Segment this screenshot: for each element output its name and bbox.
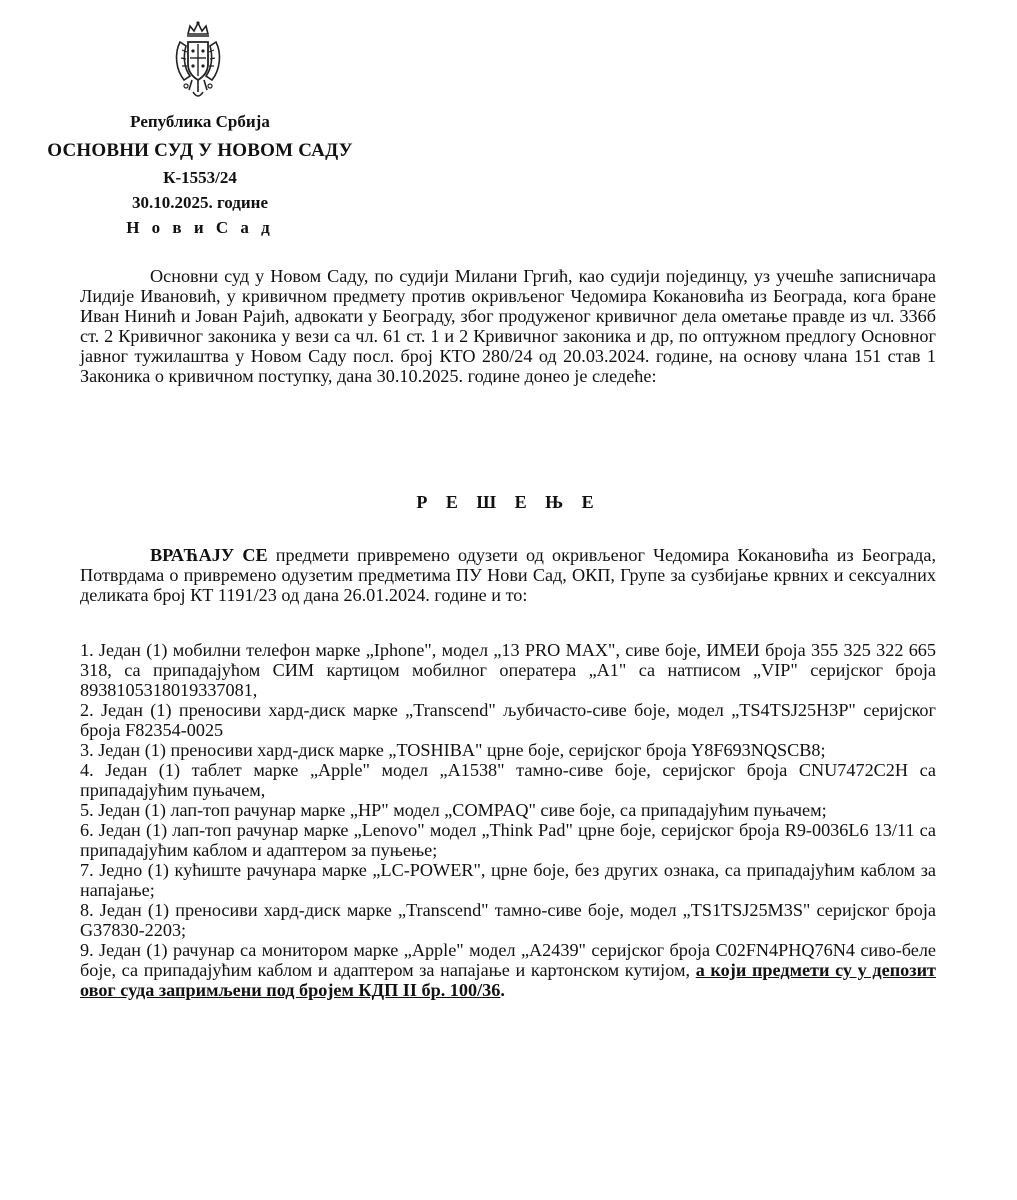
intro-paragraph: Основни суд у Новом Саду, по судији Милани Гргић, као судији појединцу, уз учешће записничара Лидије Ивановић, у кривичном предмету против окривљеног Чедомира Кокановића из Београда, кога бране Иван Нинић и Јован Рајић, адвокати у Београду, због продуженог кривичног дела ометање правде из чл. 336б ст. 2 Кривичног законика у вези са чл. 61 ст. 1 и 2 Кривичног законика и др, по оптужном предлогу Основног јавног тужилаштва у Новом Саду посл. број КТО 280/24 од 20.03.2024. године, на основу члана 151 став 1 Законика о кривичном поступку, дана 30.10.2025. године донео је следеће:: [80, 266, 936, 386]
list-item-last: [80, 940, 936, 1000]
decision-paragraph: [80, 545, 936, 605]
header-country: Република Србија: [130, 112, 270, 131]
deposit-note: а који предмети су у депозит овог суда запримљени под бројем КДП II бр. 100/36: [80, 960, 936, 1000]
decision-body: предмети привремено одузети од окривљеног Чедомира Кокановића из Београда, Потврдама о привремено одузетим предметима ПУ Нови Сад, ОКП, Групе за сузбијање крвних и сексуалних деликата број КТ 1191/23 од дана 26.01.2024. године и то:: [80, 545, 936, 605]
list-item: 4. Један (1) таблет марке „Apple" модел „A1538" тамно-сиве боје, серијског броја CNU7472C2H са припадајућим пуњачем,: [80, 760, 936, 800]
list-item: 6. Један (1) лап-топ рачунар марке „Lenovo" модел „Think Pad" црне боје, серијског броја R9-0036L6 13/11 са припадајућим каблом и адаптером за пуњење;: [80, 820, 936, 860]
item-list: [80, 640, 936, 1000]
header-date: 30.10.2025. године: [131, 193, 269, 212]
list-item: 7. Једно (1) кућиште рачунара марке „LC-POWER", црне боје, без других ознака, са припадајућим каблом за напајање;: [80, 860, 936, 900]
list-item: 1. Један (1) мобилни телефон марке „Iphone", модел „13 PRO MAX", сиве боје, ИМЕИ броја 355 325 322 665 318, са припадајућом СИМ картицом мобилног оператера „A1" са натписом „VIP" серијског броја 8938105318019337081,: [80, 640, 936, 700]
last-item-text: 9. Један (1) рачунар са монитором марке „Apple" модел „A2439" серијског броја C02FN4PHQ76N4 сиво-беле боје, са припадајућим каблом и адаптером за напајање и картонском кутијом,: [80, 940, 936, 980]
header-case-number: К-1553/24: [163, 168, 237, 187]
header-city: Н о в и С а д: [126, 218, 274, 237]
decision-title: Р Е Ш Е Њ Е: [416, 492, 601, 512]
header-court-name: ОСНОВНИ СУД У НОВОМ САДУ: [47, 140, 353, 161]
list-item: 3. Један (1) преносиви хард-диск марке „TOSHIBA" црне боје, серијског броја Y8F693NQSCB8;: [80, 740, 826, 760]
decision-lead: ВРАЋАЈУ СЕ: [150, 545, 268, 565]
list-item: 8. Један (1) преносиви хард-диск марке „Transcend" тамно-сиве боје, модел „TS1TSJ25M3S" серијског броја G37830-2203;: [80, 900, 936, 940]
last-item-end: .: [500, 980, 505, 1000]
list-item: 2. Један (1) преносиви хард-диск марке „Transcend" љубичасто-сиве боје, модел „TS4TSJ25H3P" серијског броја F82354-0025: [80, 700, 936, 740]
serbian-coat-of-arms-icon: [172, 20, 224, 104]
list-item: 5. Један (1) лап-топ рачунар марке „HP" модел „COMPAQ" сиве боје, са припадајућим пуњачем;: [80, 800, 827, 820]
